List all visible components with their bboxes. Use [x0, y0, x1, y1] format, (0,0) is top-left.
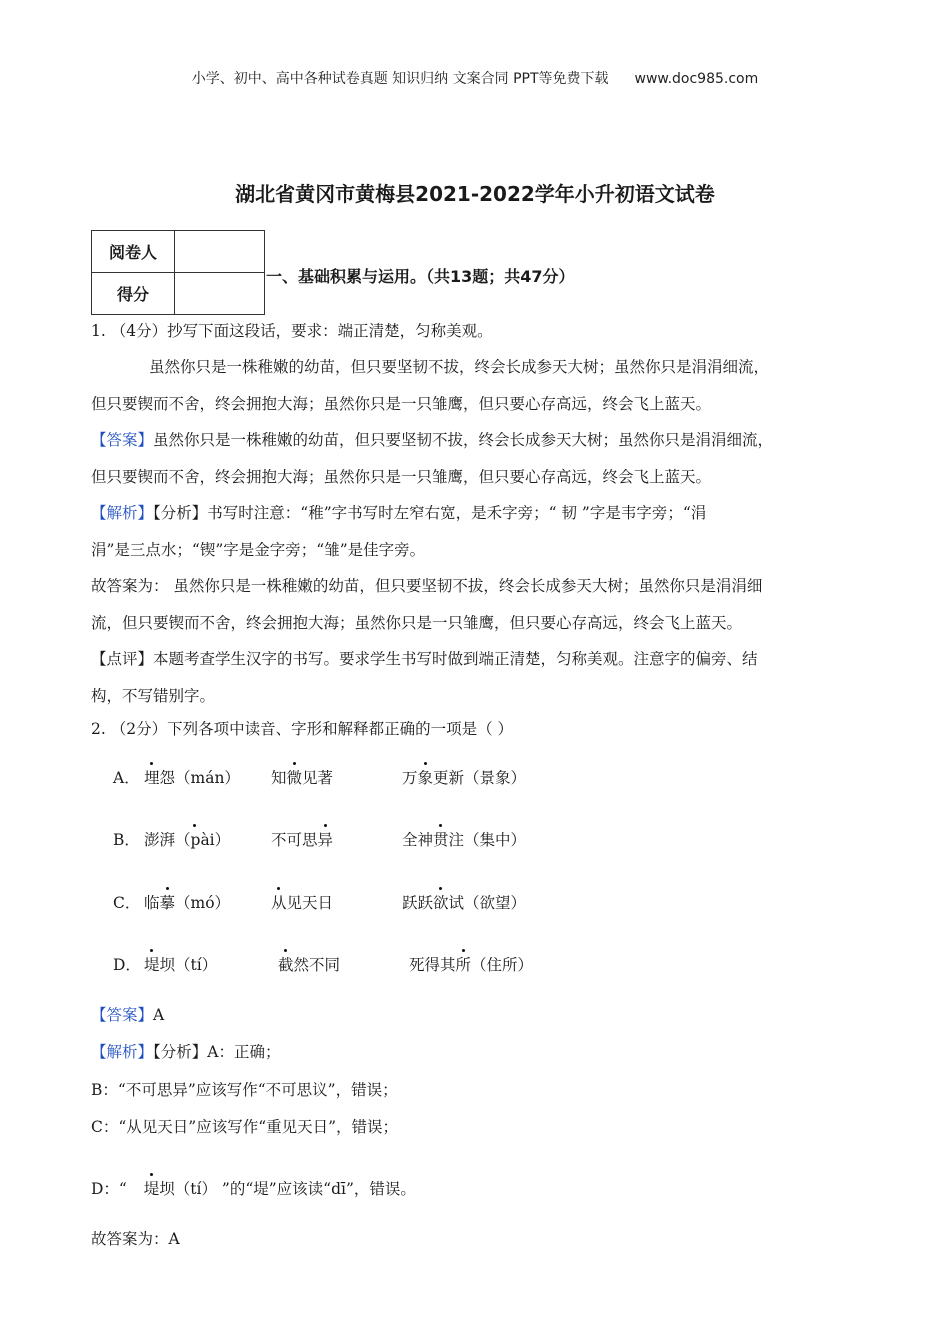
option-text: 见天日	[286, 894, 334, 912]
analysis-tag: 【解析】	[91, 504, 154, 522]
dotted-char: 贯	[433, 828, 449, 852]
dotted-char: 堤	[144, 953, 160, 977]
q1-answer-line	[91, 428, 773, 452]
option-text: 临	[144, 894, 160, 912]
answer-tag: 【答案】	[91, 1006, 154, 1024]
option-text: 澎	[144, 831, 160, 849]
dotted-char: 堤	[144, 1177, 160, 1201]
reviewer-label: 阅卷人	[92, 231, 175, 273]
score-table	[91, 230, 265, 315]
header-site[interactable]: www.doc985.com	[634, 71, 759, 87]
q2-analysis-line	[91, 1040, 280, 1064]
option-text: 死得其	[409, 956, 456, 974]
option-letter: A．	[113, 769, 140, 787]
option-text: 跃跃	[402, 894, 434, 912]
dotted-char: 象	[418, 766, 434, 790]
option-text: 万	[402, 769, 418, 787]
option-text: 注（集中）	[448, 831, 527, 849]
q2-answer-line	[91, 1003, 164, 1027]
option-b[interactable]	[113, 828, 613, 852]
dotted-char: 湃（pài）	[160, 828, 231, 852]
q1-stem: 1. （4分）抄写下面这段话，要求：端正清楚，匀称美观。	[91, 322, 493, 340]
option-d[interactable]	[113, 953, 613, 977]
option-letter: C．	[113, 894, 141, 912]
option-text: （住所）	[471, 956, 534, 974]
option-text: 然不同	[293, 956, 341, 974]
header-text: 小学、初中、高中各种试卷真题 知识归纳 文案合同 PPT等免费下载	[191, 71, 609, 87]
q2-analysis-b: B：“不可思异”应该写作“不可思议”，错误；	[91, 1081, 398, 1099]
dotted-char: 微	[287, 766, 303, 790]
q1-final-line: 流，但只要锲而不舍，终会拥抱大海；虽然你只是一只雏鹰，但只要心存高远，终会飞上蓝天。	[91, 614, 743, 632]
score-cell	[175, 273, 265, 315]
q1-comment-line: 【点评】本题考查学生汉字的书写。要求学生书写时做到端正清楚，匀称美观。注意字的偏旁、结	[91, 650, 758, 668]
q1-comment-line: 构，不写错别字。	[91, 687, 216, 705]
q2-final: 故答案为：A	[91, 1230, 180, 1248]
section-title: 一、基础积累与运用。（共13题；共47分）	[266, 267, 575, 286]
dotted-char: 从	[271, 891, 287, 915]
option-text: 试（欲望）	[448, 894, 527, 912]
q2-answer-text: A	[153, 1006, 165, 1024]
option-text: 全神	[402, 831, 434, 849]
q1-final-line: 故答案为： 虽然你只是一株稚嫩的幼苗，但只要坚韧不拔，终会长成参天大树；虽然你只是涓涓细	[91, 577, 763, 595]
option-text: 坝（tí） ”的“堤”应该读“dī”，错误。	[159, 1180, 416, 1198]
option-letter: B．	[113, 831, 140, 849]
q2-analysis-d	[91, 1177, 416, 1201]
q1-answer-text: 虽然你只是一株稚嫩的幼苗，但只要坚韧不拔，终会长成参天大树；虽然你只是涓涓细流，	[153, 431, 774, 449]
score-label: 得分	[92, 273, 175, 315]
q1-passage-line: 但只要锲而不舍，终会拥抱大海；虽然你只是一只雏鹰，但只要心存高远，终会飞上蓝天。	[91, 395, 712, 413]
q1-passage-line: 虽然你只是一株稚嫩的幼苗，但只要坚韧不拔，终会长成参天大树；虽然你只是涓涓细流，	[149, 358, 770, 376]
option-text: 怨（mán）	[159, 769, 240, 787]
q1-answer-line: 但只要锲而不舍，终会拥抱大海；虽然你只是一只雏鹰，但只要心存高远，终会飞上蓝天。	[91, 468, 712, 486]
option-c[interactable]	[113, 891, 613, 915]
option-text: D：“	[91, 1180, 132, 1198]
option-text: （mó）	[175, 894, 231, 912]
option-text: 更新（景象）	[433, 769, 527, 787]
q2-stem: 2. （2分）下列各项中读音、字形和解释都正确的一项是（ ）	[91, 720, 514, 738]
analysis-tag: 【解析】	[91, 1043, 154, 1061]
q2-analysis-c: C：“从见天日”应该写作“重见天日”，错误；	[91, 1118, 399, 1136]
dotted-char: 异	[318, 828, 334, 852]
dotted-char: 所	[456, 953, 472, 977]
option-letter: D．	[113, 956, 141, 974]
option-text: 不可思	[271, 831, 318, 849]
dotted-char: 欲	[433, 891, 449, 915]
option-a[interactable]	[113, 766, 613, 790]
option-text: 见著	[302, 769, 334, 787]
dotted-char: 埋	[144, 766, 160, 790]
q1-analysis-line: 涓”是三点水；“锲”字是金字旁；“雏”是佳字旁。	[91, 541, 426, 559]
page-header	[0, 68, 950, 88]
paper-title: 湖北省黄冈市黄梅县2021-2022学年小升初语文试卷	[235, 182, 715, 206]
q2-analysis-text: 【分析】A：正确；	[153, 1043, 281, 1061]
dotted-char: 摹	[160, 891, 176, 915]
q1-analysis-line	[91, 501, 706, 525]
answer-tag: 【答案】	[91, 431, 154, 449]
dotted-char: 截	[278, 953, 294, 977]
reviewer-cell	[175, 231, 265, 273]
option-text: 知	[271, 769, 287, 787]
option-text: 坝（tí）	[159, 956, 218, 974]
q1-analysis-text: 【分析】书写时注意：“稚”字书写时左窄右宽，是禾字旁；“ 韧 ”字是韦字旁；“涓	[153, 504, 707, 522]
